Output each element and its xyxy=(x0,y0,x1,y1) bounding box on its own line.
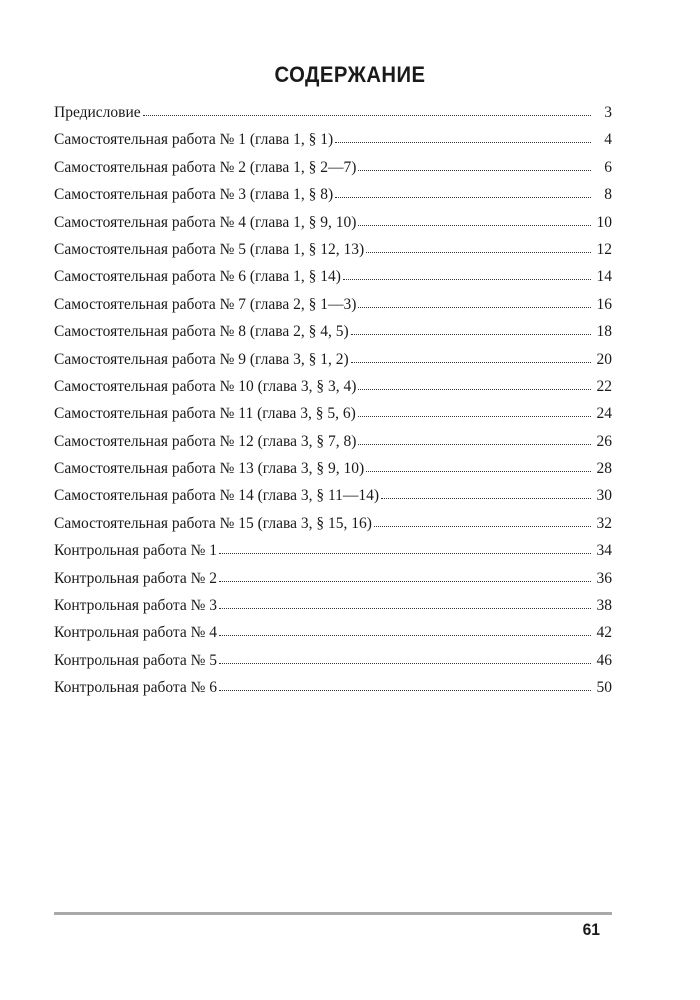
toc-entry-label: Самостоятельная работа № 5 (глава 1, § 12, 13) xyxy=(54,240,365,258)
toc-entry xyxy=(54,104,612,131)
toc-dot-leader xyxy=(335,132,591,144)
toc-dot-leader xyxy=(219,598,591,610)
toc-dot-leader xyxy=(143,105,591,117)
footer-rule xyxy=(54,912,612,915)
toc-dot-leader xyxy=(358,434,591,446)
toc-entry-page: 42 xyxy=(596,624,612,642)
toc-entry xyxy=(54,679,612,706)
toc-entry-label: Самостоятельная работа № 11 (глава 3, § 5, 6) xyxy=(54,405,356,423)
toc-entry xyxy=(54,214,612,241)
toc-entry xyxy=(54,241,612,268)
toc-entry xyxy=(54,351,612,378)
toc-dot-leader xyxy=(351,324,591,336)
toc-dot-leader xyxy=(335,187,591,199)
toc-dot-leader xyxy=(219,625,591,637)
toc-entry-page: 18 xyxy=(596,323,612,341)
toc-entry-page: 6 xyxy=(604,158,612,176)
toc-dot-leader xyxy=(351,352,591,364)
toc-entry-page: 4 xyxy=(604,131,612,149)
toc-entry-page: 14 xyxy=(596,268,612,286)
toc-entry-page: 20 xyxy=(596,350,612,368)
toc-entry-page: 36 xyxy=(596,569,612,587)
toc-entry xyxy=(54,624,612,651)
toc-entry-page: 16 xyxy=(596,295,612,313)
toc-dot-leader xyxy=(358,297,591,309)
toc-entry xyxy=(54,652,612,679)
toc-entry-page: 8 xyxy=(604,186,612,204)
toc-entry-page: 32 xyxy=(596,514,612,532)
page-title: СОДЕРЖАНИЕ xyxy=(274,62,426,87)
toc-entry-label: Самостоятельная работа № 3 (глава 1, § 8) xyxy=(54,186,334,204)
toc-entry-label: Самостоятельная работа № 7 (глава 2, § 1—3) xyxy=(54,295,357,313)
toc-entry-label: Самостоятельная работа № 13 (глава 3, § 9, 10) xyxy=(54,460,365,478)
toc-entry-page: 12 xyxy=(596,240,612,258)
toc-entry-label: Контрольная работа № 2 xyxy=(54,569,218,587)
toc-entry xyxy=(54,296,612,323)
toc-entry xyxy=(54,515,612,542)
toc-dot-leader xyxy=(343,269,591,281)
toc-entry xyxy=(54,542,612,569)
toc-entry xyxy=(54,186,612,213)
toc-dot-leader xyxy=(366,461,591,473)
toc-entry-page: 30 xyxy=(596,487,612,505)
toc-dot-leader xyxy=(219,571,591,583)
toc-entry xyxy=(54,405,612,432)
toc-dot-leader xyxy=(358,379,591,391)
toc-entry-label: Самостоятельная работа № 9 (глава 3, § 1, 2) xyxy=(54,350,349,368)
toc-entry-label: Контрольная работа № 3 xyxy=(54,597,218,615)
toc-entry xyxy=(54,433,612,460)
toc-entry-page: 46 xyxy=(596,651,612,669)
toc-entry-label: Самостоятельная работа № 2 (глава 1, § 2—7) xyxy=(54,158,357,176)
toc-entry-page: 3 xyxy=(604,104,612,121)
toc-entry-page: 34 xyxy=(596,542,612,560)
toc-dot-leader xyxy=(219,543,591,555)
toc-entry-label: Самостоятельная работа № 14 (глава 3, § 11—14) xyxy=(54,487,380,505)
toc-entry-label: Предисловие xyxy=(54,104,141,121)
toc-entry xyxy=(54,597,612,624)
toc-entry-label: Самостоятельная работа № 6 (глава 1, § 14) xyxy=(54,268,341,286)
toc-entry-label: Самостоятельная работа № 12 (глава 3, § 7, 8) xyxy=(54,432,357,450)
toc-entry-label: Контрольная работа № 6 xyxy=(54,679,218,697)
toc-dot-leader xyxy=(366,242,591,254)
toc-dot-leader xyxy=(219,680,591,692)
toc-entry-page: 26 xyxy=(596,432,612,450)
toc-entry-page: 22 xyxy=(596,377,612,395)
toc-entry xyxy=(54,323,612,350)
toc-entry-label: Контрольная работа № 1 xyxy=(54,542,218,560)
toc-entry-label: Самостоятельная работа № 4 (глава 1, § 9, 10) xyxy=(54,213,357,231)
toc-entry xyxy=(54,460,612,487)
toc-dot-leader xyxy=(358,406,591,418)
toc-entry-page: 38 xyxy=(596,597,612,615)
toc-entry xyxy=(54,131,612,158)
toc-entry-label: Контрольная работа № 5 xyxy=(54,651,218,669)
toc-entry xyxy=(54,268,612,295)
page-number: 61 xyxy=(582,920,600,939)
toc-entry xyxy=(54,159,612,186)
toc-entry-label: Самостоятельная работа № 15 (глава 3, § 15, 16) xyxy=(54,514,372,532)
toc-entry-page: 50 xyxy=(596,679,612,697)
toc-entry-label: Самостоятельная работа № 1 (глава 1, § 1) xyxy=(54,131,334,149)
toc-entry-label: Контрольная работа № 4 xyxy=(54,624,218,642)
toc-dot-leader xyxy=(374,516,591,528)
toc-dot-leader xyxy=(381,488,591,500)
toc-entry-page: 24 xyxy=(596,405,612,423)
toc-entry xyxy=(54,487,612,514)
toc-entry-label: Самостоятельная работа № 10 (глава 3, § 3, 4) xyxy=(54,377,357,395)
toc-entry-label: Самостоятельная работа № 8 (глава 2, § 4, 5) xyxy=(54,323,349,341)
toc-entry xyxy=(54,378,612,405)
toc-entry-page: 10 xyxy=(596,213,612,231)
table-of-contents xyxy=(54,104,612,707)
toc-dot-leader xyxy=(358,160,591,172)
toc-entry xyxy=(54,570,612,597)
toc-entry-page: 28 xyxy=(596,460,612,478)
toc-dot-leader xyxy=(358,215,591,227)
toc-dot-leader xyxy=(219,653,591,665)
